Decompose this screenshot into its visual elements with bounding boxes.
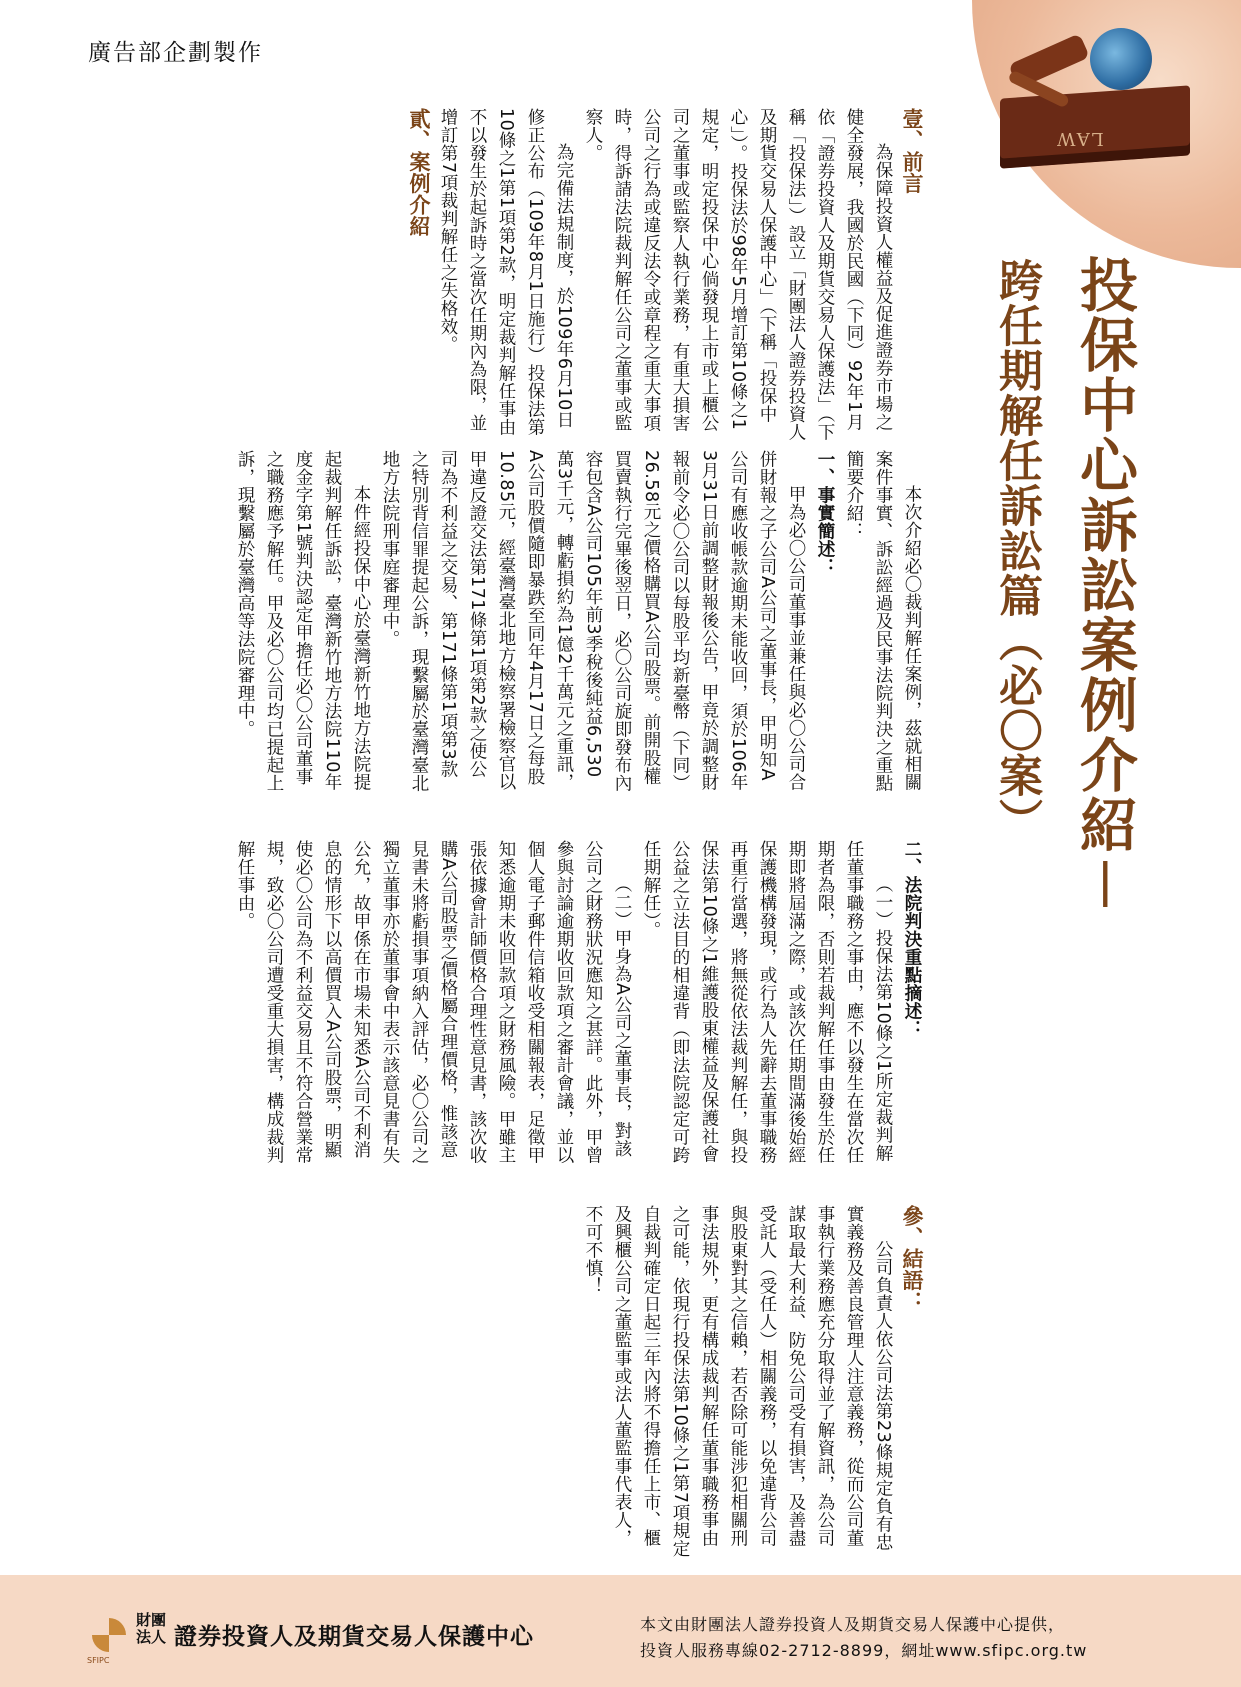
article-lower-block xyxy=(86,840,926,1170)
section-heading-intro: 壹、前言 xyxy=(900,108,924,194)
paragraph-judgment-2: （二）甲身為A公司之董事長，對該公司之財務狀況應知之甚詳。此外，甲曾參與討論逾期收回款項之審計會議，並以個人電子郵件信箱收受相關報表，足徵甲知悉逾期未收回款項之財務風險。甲雖主張依據會計師價格合理性意見書，該次收購A公司股票之價格屬合理價格，惟該意見書未將虧損事項納入評估，必〇公司之獨立董事亦於董事會中表示該意見書有失公允，故甲係在市場未知悉A公司不利消息的情形下以高價買入A公司股票，明顯使必〇公司為不利益交易且不符合營業常規，致必〇公司遭受重大損害，構成裁判解任事由。 xyxy=(235,840,632,1164)
globe-icon xyxy=(1090,28,1152,90)
section-heading-conclusion: 參、結語： xyxy=(900,1205,924,1313)
paragraph-facts-2: 本件經投保中心於臺灣新竹地方法院提起裁判解任訴訟，臺灣新竹地方法院110年度金字第1號判決認定甲擔任必〇公司董事之職務應予解任。甲及必〇公司均已提起上訴，現繫屬於臺灣高等法院審理中。 xyxy=(235,450,371,792)
article-middle-block xyxy=(86,450,926,795)
main-title: 投保中心訴訟案例介紹－ xyxy=(1070,255,1138,916)
footer-org-small: 財團法人 xyxy=(136,1611,167,1646)
header-label: 廣告部企劃製作 xyxy=(88,40,263,66)
section-heading-case: 貳、案例介紹 xyxy=(407,108,431,237)
paragraph-judgment-1: （一）投保法第10條之1所定裁判解任董事職務之事由，應不以發生在當次任期者為限，否則若裁判解任事由發生於任期即將屆滿之際，或該次任期間滿後始經保護機構發現，或行為人先辭去董事職務再重行當選，將無從依法裁判解任，與投保法第10條之1維護股東權益及保護社會公益之立法目的相違背（即法院認定可跨任期解任）。 xyxy=(641,840,893,1164)
subheading-judgment: 二、法院判決重點摘述： xyxy=(902,840,922,1038)
footer-org-name: 證券投資人及期貨交易人保護中心 xyxy=(174,1623,534,1650)
footer-note-line-1: 本文由財團法人證券投資人及期貨交易人保護中心提供， xyxy=(640,1615,1066,1634)
sfipc-logo-icon xyxy=(92,1618,126,1652)
paragraph-intro-2: 為完備法規制度，於109年6月10日修正公布（109年8月1日施行）投保法第10條之1第1項第2款，明定裁判解任事由不以發生於起訴時之當次任期內為限，並增訂第7項裁判解任之失格效。 xyxy=(438,108,574,437)
footer-logo-text: SFIPC xyxy=(87,1656,110,1665)
subheading-facts: 一、事實簡述： xyxy=(815,450,835,576)
footer-note-line-2: 投資人服務專線02-2712-8899，網址www.sfipc.org.tw xyxy=(640,1641,1088,1660)
book-label: LAW xyxy=(1055,128,1104,149)
sub-title: 跨任期解任訴訟篇（必〇案） xyxy=(991,258,1042,843)
paragraph-conclusion: 公司負責人依公司法第23條規定負有忠實義務及善良管理人注意義務，從而公司董事執行業務應充分取得並了解資訊，為公司謀取最大利益、防免公司受有損害，及善盡受託人（受任人）相關義務，以免違背公司與股東對其之信賴，若否除可能涉犯相關刑事法規外，更有構成裁判解任董事職務事由之可能，依現行投保法第10條之1第7項規定自裁判確定日起三年內將不得擔任上市、櫃及興櫃公司之董監事或法人董監事代表人，不可不慎！ xyxy=(583,1205,893,1558)
law-book-icon xyxy=(1000,85,1190,168)
paragraph-facts-1: 甲為必〇公司董事並兼任與必〇公司合併財報之子公司A公司之董事長，甲明知A公司有應收帳款逾期未能收回，須於106年3月31日前調整財報後公告，甲竟於調整財報前令必〇公司以每股平均新臺幣（下同）26.58元之價格購買A公司股票。前開股權買賣執行完畢後翌日，必〇公司旋即發布內容包含A公司105年前3季稅後純益6,530萬3千元，轉虧損約為1億2千萬元之重訊，A公司股價隨即暴跌至同年4月17日之每股10.85元，經臺灣臺北地方檢察署檢察官以甲違反證交法第171條第1項第2款之使公司為不利益之交易、第171條第1項第3款之特別背信罪提起公訴，現繫屬於臺灣臺北地方法院刑事庭審理中。 xyxy=(380,450,806,792)
paragraph-intro-1: 為保障投資人權益及促進證券市場之健全發展，我國於民國（下同）92年1月依「證券投資人及期貨交易人保護法」（下稱「投保法」）設立「財團法人證券投資人及期貨交易人保護中心」（下稱「投保中心」）。投保法於98年5月增訂第10條之1規定，明定投保中心倘發現上市或上櫃公司之董事或監察人執行業務，有重大損害公司之行為或違反法令或章程之重大事項時，得訴請法院裁判解任公司之董事或監察人。 xyxy=(583,108,893,442)
article-bottom-block xyxy=(86,1205,926,1560)
paragraph-case-intro: 本次介紹必〇裁判解任案例，茲就相關案件事實、訴訟經過及民事法院判決之重點簡要介紹： xyxy=(844,450,922,792)
article-top-block xyxy=(86,108,926,446)
